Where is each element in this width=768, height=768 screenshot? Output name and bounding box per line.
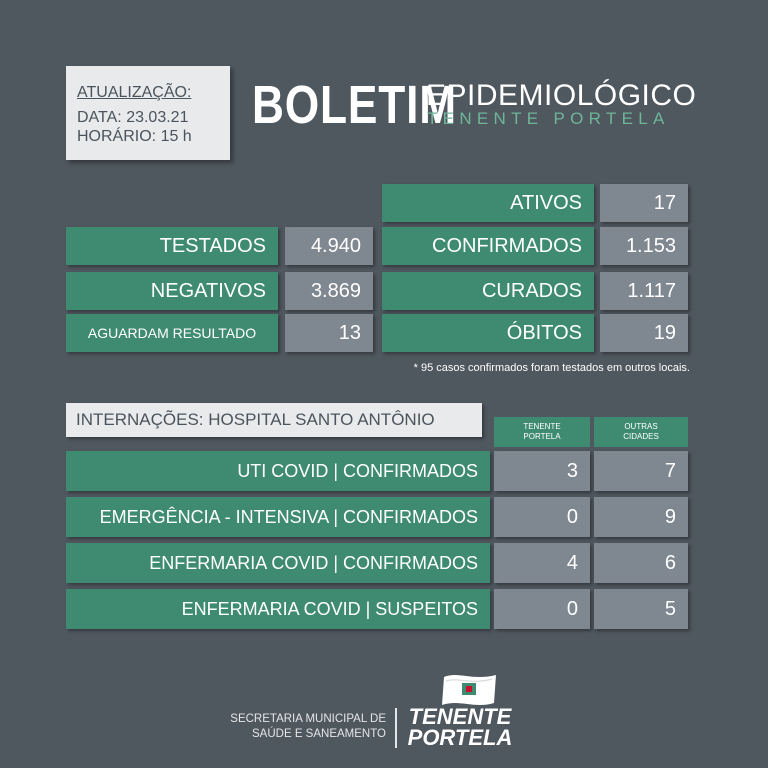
stat-label-testados: TESTADOS — [66, 227, 278, 265]
secretaria-text — [190, 712, 386, 742]
secretaria-line2: SAÚDE E SANEAMENTO — [252, 728, 386, 740]
hosp-row-outras-value: 7 — [594, 451, 688, 491]
stat-label-confirmados: CONFIRMADOS — [382, 227, 594, 265]
stat-value-curados: 1.117 — [600, 272, 688, 310]
city-logo-text — [400, 706, 520, 748]
hosp-row-label: EMERGÊNCIA - INTENSIVA | CONFIRMADOS — [66, 497, 490, 537]
stat-value-obitos: 19 — [600, 314, 688, 352]
stat-label-aguardam: AGUARDAM RESULTADO — [66, 314, 278, 352]
col-head-outras-cidades: OUTRAS CIDADES — [594, 417, 688, 447]
header-city: TENENTE PORTELA — [427, 109, 670, 128]
hosp-row-tp-value: 3 — [494, 451, 590, 491]
hosp-row-tp-value: 0 — [494, 589, 590, 629]
footer-divider — [395, 708, 397, 748]
stat-label-obitos: ÓBITOS — [382, 314, 594, 352]
update-box — [66, 66, 230, 160]
hospital-title: INTERNAÇÕES: HOSPITAL SANTO ANTÔNIO — [66, 403, 482, 437]
hosp-row-tp-value: 4 — [494, 543, 590, 583]
stat-value-aguardam: 13 — [285, 314, 373, 352]
hosp-row-label: UTI COVID | CONFIRMADOS — [66, 451, 490, 491]
update-title: ATUALIZAÇÃO: — [77, 84, 192, 101]
update-date: DATA: 23.03.21 — [77, 109, 189, 126]
stat-value-confirmados: 1.153 — [600, 227, 688, 265]
hosp-row-outras-value: 9 — [594, 497, 688, 537]
header-boletim: BOLETIM — [252, 75, 457, 135]
col-head-tenente-portela: TENENTE PORTELA — [494, 417, 590, 447]
logo-line2: PORTELA — [407, 725, 513, 750]
stat-label-negativos: NEGATIVOS — [66, 272, 278, 310]
stat-value-testados: 4.940 — [285, 227, 373, 265]
logo-line1: TENENTE — [408, 704, 512, 729]
stat-label-curados: CURADOS — [382, 272, 594, 310]
hosp-row-label: ENFERMARIA COVID | CONFIRMADOS — [66, 543, 490, 583]
update-time: HORÁRIO: 15 h — [77, 128, 192, 145]
stat-label-ativos: ATIVOS — [382, 184, 594, 222]
stat-value-negativos: 3.869 — [285, 272, 373, 310]
footnote: * 95 casos confirmados foram testados em outros locais. — [413, 362, 690, 374]
stat-value-ativos: 17 — [600, 184, 688, 222]
hosp-row-outras-value: 5 — [594, 589, 688, 629]
header-epidemiologico: EPIDEMIOLÓGICO — [426, 79, 697, 112]
hosp-row-outras-value: 6 — [594, 543, 688, 583]
hosp-row-label: ENFERMARIA COVID | SUSPEITOS — [66, 589, 490, 629]
secretaria-line1: SECRETARIA MUNICIPAL DE — [230, 713, 386, 725]
hosp-row-tp-value: 0 — [494, 497, 590, 537]
